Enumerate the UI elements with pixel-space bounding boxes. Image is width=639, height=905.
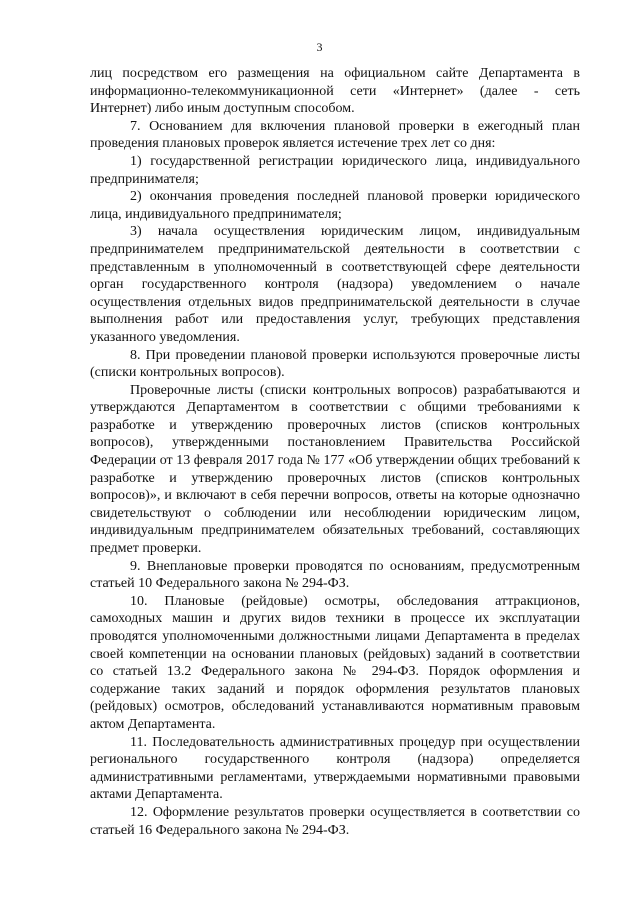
paragraph: 12. Оформление результатов проверки осуществляется в соответствии со статьей 16 Федерального закона № 294-ФЗ. [90, 804, 580, 838]
paragraph: 2) окончания проведения последней плановой проверки юридического лица, индивидуального предпринимателя; [90, 189, 580, 222]
paragraph: 10. Плановые (рейдовые) осмотры, обследования аттракционов, самоходных машин и других видов техники в процессе их эксплуатации проводятся уполномоченными должностными лицами Департамента в пределах своей компетенции на основании плановых (рейдовых) заданий в соответствии со статьей 13.2 Федерального закона № 294-ФЗ. Порядок оформления и содержание таких заданий и порядок оформления результатов плановых (рейдовых) осмотров, обследований устанавливаются нормативным правовым актом Департамента. [90, 593, 580, 732]
paragraph: 11. Последовательность административных процедур при осуществлении регионального государственного контроля (надзора) определяется административными регламентами, утверждаемыми нормативными правовыми актами Департамента. [90, 734, 580, 803]
paragraph: лиц посредством его размещения на официальном сайте Департамента в информационно-телекоммуникационной сети «Интернет» (далее - сеть Интернет) либо иным доступным способом. [90, 66, 580, 117]
paragraph: 1) государственной регистрации юридического лица, индивидуального предпринимателя; [90, 153, 580, 187]
paragraph: 7. Основанием для включения плановой проверки в ежегодный план проведения плановых проверок является истечение трех лет со дня: [90, 118, 580, 152]
document-body [90, 65, 580, 839]
paragraph: 8. При проведении плановой проверки используются проверочные листы (списки контрольных вопросов). [90, 347, 580, 381]
paragraph: Проверочные листы (списки контрольных вопросов) разрабатываются и утверждаются Департаментом в соответствии с общими требованиями к разработке и утверждению проверочных листов (списков контрольных вопросов), утвержденными постановлением Правительства Российской Федерации от 13 февраля 2017 года № 177 «Об утверждении общих требований к разработке и утверждению проверочных листов (списков контрольных вопросов)», и включают в себя перечни вопросов, ответы на которые однозначно свидетельствуют о соблюдении или несоблюдении юридическим лицом, индивидуальным предпринимателем обязательных требований, составляющих предмет проверки. [90, 382, 580, 557]
paragraph: 3) начала осуществления юридическим лицом, индивидуальным предпринимателем предпринимательской деятельности в соответствии с представленным в уполномоченный в соответствующей сфере деятельности орган государственного контроля (надзора) уведомлением о начале осуществления отдельных видов предпринимательской деятельности в случае выполнения работ или предоставления услуг, требующих представления указанного уведомления. [90, 224, 580, 345]
page-number: 3 [316, 40, 323, 54]
paragraph: 9. Внеплановые проверки проводятся по основаниям, предусмотренным статьей 10 Федерального закона № 294-ФЗ. [90, 558, 580, 592]
